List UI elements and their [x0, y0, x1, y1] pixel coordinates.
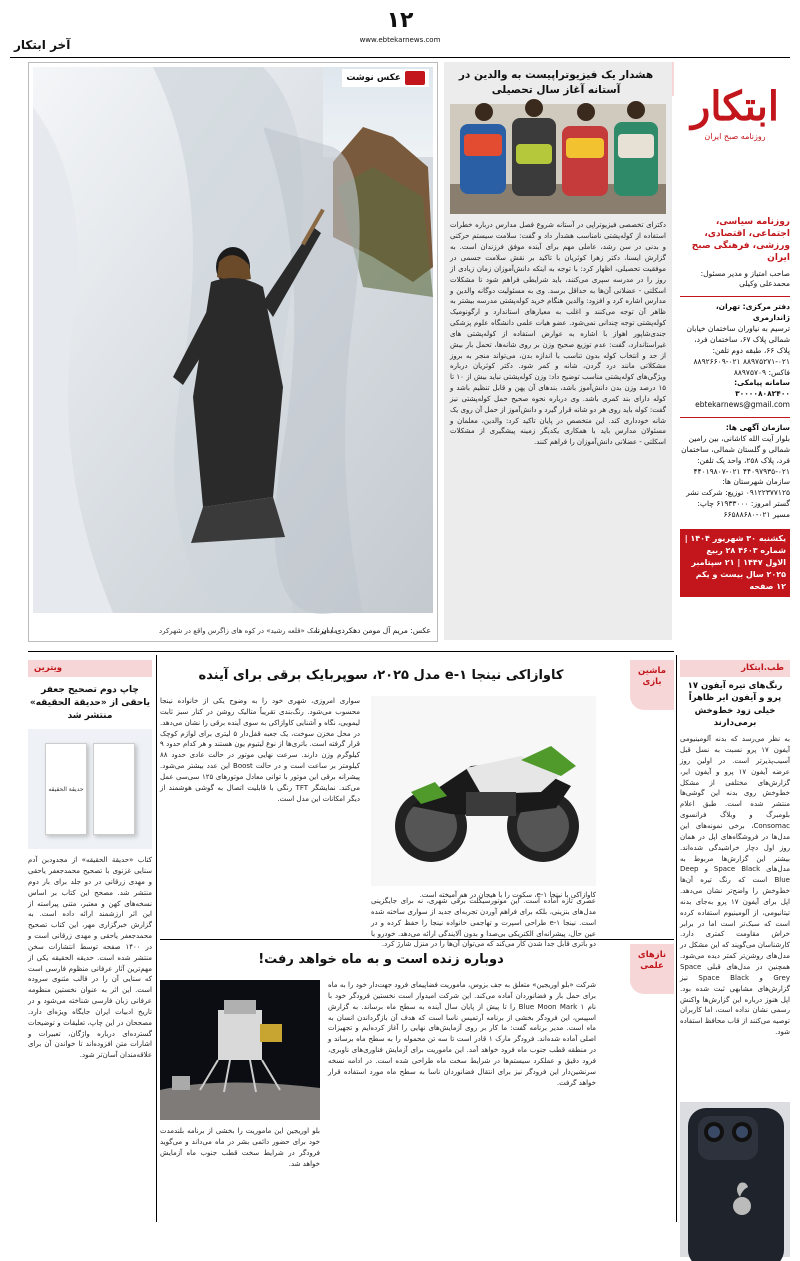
iphone-image	[680, 1102, 790, 1257]
office-block	[680, 296, 790, 411]
iphone-article	[680, 680, 790, 1220]
motorcycle-image	[371, 696, 596, 886]
newspaper-logo: ابتکار	[691, 83, 779, 130]
moto-caption: کاوازاکی با نینجا e-۱، سکوت را با هیجان در هم آمیخته است.	[419, 891, 596, 899]
moto-body-right: عصری تازه آماده است. این موتورسیکلت برقی شهری، نه برای جایگزینی مدل‌های بنزینی، بلکه برای فراهم آوردن تجربه‌ای جدید از سواری ساخته شده است. نینجا e-۱ طراحی اسپرت و تهاجمی خانواده نینجا را حفظ کرده و در عین حال، پیشرانه‌ای الکتریکی بی‌صدا و بدون آلایندگی ارائه می‌دهد. خودرو با دو باتری قابل جدا شدن کار می‌کند که می‌توان آن‌ها را در منزل شارژ کرد.	[371, 897, 597, 949]
photo-label: عکس نوشت	[342, 69, 429, 87]
publisher-label: صاحب امتیاز و مدیر مسئول:	[700, 268, 790, 278]
lunar-lander-image	[160, 980, 320, 1120]
site-url[interactable]: www.ebtekarnews.com	[359, 36, 441, 44]
email-address[interactable]: ebtekarnews@gmail.com	[695, 400, 790, 410]
photo-credit: عکس: مریم آل مومن دهکردی / ایرنا	[315, 626, 431, 635]
students-backpack-image	[450, 104, 666, 214]
issue-date: یکشنبه ۳۰ شهریور ۱۴۰۴ | شماره ۴۶۰۳ ۲۸ ربیع الاول ۱۴۴۷ | ۲۱ سپتامبر ۲۰۲۵ سال بیست و یکم ۱۲ صفحه	[680, 529, 790, 597]
ads-address: بلوار آیت الله کاشانی، بین رامین شمالی و گلستان شمالی، ساختمان فرد، پلاک ۲۵۸، واحد یک تلفن: ۰۲۱-۴۴۰۹۷۹۳۵ ۰۲۱-۴۴۰۱۹۸۰۷ سازمان شهرستان ها: ۰۹۱۲۲۳۷۷۱۲۵ توزیع: شرکت نشر گستر امروز: ۶۱۹۳۳۰۰۰ چاپ: مسیر ۰۲۱-۶۶۵۸۸۶۸۰	[681, 433, 790, 520]
tag-car: ماشین بازی	[630, 660, 674, 710]
life-article	[444, 62, 672, 640]
iphone-article-body: به نظر می‌رسد که بدنه آلومینیومی آیفون ۱۷ پرو نسبت به نسل قبل آسیب‌پذیرتر است. در اولین روز عرضه آیفون ۱۷ پرو و آیفون ایر، گزارش‌های مختلفی از مشکل خط‌وخش روی بدنه این گوشی‌ها منتشر شده است. طبق اعلام بلومبرگ و وبلاگ فرانسوی Consomac، برخی نمونه‌های این مدل‌ها در فروشگاه‌های اپل در همان روز اول دچار خراشیدگی شده‌اند. بیشتر این گزارش‌ها مربوط به مدل‌های Space Black و Deep Blue است که رنگ تیره آن‌ها خط‌وخش را واضح‌تر نشان می‌دهد. اپل برای آیفون ۱۷ پرو به‌جای بدنه تیتانیومی، از آلومینیوم استفاده کرده است که سبک‌تر است اما در برابر خراش مقاومت کمتری دارد. کارشناسان می‌گویند که این مشکل در مدل‌های روشن‌تر کمتر دیده می‌شود. همچنین در مدل‌های قبلی Space Grey و Space Black نیز گزارش‌های مشابهی ثبت شده بود. اپل هنوز درباره این گزارش‌ها واکنش رسمی نشان نداده است، اما کاربران توصیه می‌کنند از قاب محافظ استفاده شود.	[680, 735, 790, 1037]
publisher-name: محمدعلی وکیلی	[739, 279, 790, 289]
iphone-article-title: رنگ‌های تیره آیفون ۱۷ پرو و آیفون ایر ظاهراً خیلی زود خط‌وخش برمی‌دارند	[687, 681, 783, 728]
tag-tech: طب.ابتکار	[680, 660, 790, 677]
photo-feature	[28, 62, 438, 642]
sms-number: سامانه پیامکی: ۳۰۰۰۰۸۰۸۲۴۰۰	[734, 378, 790, 399]
ads-title: سازمان آگهی ها:	[725, 423, 790, 433]
publisher-info	[680, 269, 790, 291]
moto-body-left: سواری امروزی، شهری خود را به وضوح یکی از خانواده نینجا محسوب می‌شود. رنگ‌بندی تقریباً متالیک روشن در کنار سبز ثابت لیمویی، نگاه و آشنایی کاوازاکی به سوی آینده برقی را نشان می‌دهد. در محل مخزن سوخت، یک جعبه قفل‌دار ۵ لیتری برای لوازم کوچک قرار گرفته است. باتری‌ها از نوع لیتیوم یون هستند و هر کدام حدود ۹ کیلوگرم وزن دارند. سرعت نهایی موتور در حالت عادی حدود ۸۸ کیلومتر بر ساعت است و در حالت Boost این عدد بیشتر می‌شود. پیشرانه برقی این موتور با توانی معادل موتورهای ۱۲۵ سی‌سی عمل می‌کند. نمایشگر TFT رنگی با قابلیت اتصال به گوشی هوشمند از دیگر امکانات این مدل است.	[160, 697, 361, 803]
space-article	[160, 946, 642, 1222]
horizontal-divider-2	[160, 939, 674, 940]
vertical-divider	[156, 655, 157, 1222]
moto-visual	[371, 696, 596, 926]
newspaper-description: روزنامه سیاسی، اجتماعی، اقتصادی، ورزشی، فرهنگی صبح ایران	[691, 217, 790, 264]
office-title: دفتر مرکزی: تهران، ژاندارمری	[715, 302, 790, 323]
life-article-title: هشدار یک فیزیوتراپیست به والدین در آستانه آغاز سال تحصیلی	[458, 69, 654, 97]
ads-block	[680, 417, 790, 521]
moto-article	[160, 662, 642, 949]
tag-showcase: ویترین	[28, 660, 152, 677]
top-bar	[10, 8, 790, 58]
book-article-body: کتاب «حدیقة الحقیقه» از مجدودبن آدم سنایی غزنوی با تصحیح محمدجعفر یاحقی و مهدی زرقانی در دو جلد برای بار دوم منتشر شد. مصحح این کتاب بر اساس نسخه‌های کهن و معتبر، متنی پیراسته از این اثر ارزشمند ارائه داده است. به گزارش خبرگزاری مهر، این کتاب تصحیح محمدجعفر یاحقی و مهدی زرقانی است و در ۱۴۰۰ صفحه توسط انتشارات سخن منتشر شده است. حدیقه الحقیقه یکی از مهم‌ترین آثار عرفانی منظوم فارسی است که سنایی آن را در قالب مثنوی سروده است. این اثر به عنوان نخستین منظومه عرفانی زبان فارسی شناخته می‌شود و در تاریخ ادبیات ایران جایگاه ویژه‌ای دارد. مصححان در این چاپ، تعلیقات و توضیحات گسترده‌ای درباره واژگان، تعبیرات و اشارات متن افزوده‌اند تا خواندن آن برای علاقه‌مندان آسان‌تر شود.	[28, 856, 152, 1060]
moto-article-title: کاوازاکی نینجا e-۱ مدل ۲۰۲۵، سوپربایک برقی برای آینده	[198, 668, 564, 683]
space-article-title: دوباره زنده است و به ماه خواهد رفت!	[258, 952, 504, 967]
space-article-body: شرکت «بلو اوریجین» متعلق به جف بزوس، ماموریت فضاپیمای فرود جهت‌دار خود را به ماه برای حمل بار و فضانوردان آماده می‌کند. این شرکت امیدوار است نخستین فرودگر خود با نام Blue Moon Mark ۱ را تا پیش از پایان سال آینده به سطح ماه برساند. به گزارش اسپیس، این فرودگر بخشی از برنامه آرتمیس ناسا است که هدف آن بازگرداندن انسان به ماه است. مدیر برنامه گفت: ما کار بر روی آزمایش‌های نهایی را آغاز کرده‌ایم و تجهیزات اصلی آماده شده‌اند. فرودگر مارک ۱ قادر است تا سه تن محموله را به سطح ماه برساند و در منطقه قطب جنوب ماه فرود خواهد آمد. این ماموریت برای آزمایش فناوری‌های ناوبری، فرود دقیق و عملکرد سیستم‌ها در شرایط سخت ماه طراحی شده است. در ادامه نسخه سرنشین‌دار این فرودگر نیز برای انتقال فضانوردان ناسا به سطح ماه مورد استفاده قرار خواهد گرفت.	[328, 981, 597, 1087]
book-cover-image	[28, 729, 152, 849]
logo-box	[680, 62, 790, 162]
office-address: ترسیم به نیاوران ساختمان خیابان شمالی پلاک ۶۷، ساختمان فرد، پلاک ۶۶، طبقه دوم تلفن: ۰۲۱-۸۸۹۷۵۲۷۱ ۰۲۱-۸۸۹۲۶۶۰۹ فاکس: ۸۸۹۷۵۷۰۹	[686, 324, 790, 377]
book-article-title: چاپ دوم تصحیح جعفر یاحقی از «حدیقة الحقیقه» منتشر شد	[29, 685, 151, 722]
section-title: آخر ابتکار	[14, 38, 71, 52]
photo-caption: معدن نمک «قلعه رشید» در کوه های زاگرس واقع در شهرکرد	[159, 627, 338, 635]
logo-subtitle: روزنامه صبح ایران	[704, 132, 766, 141]
page-number: ۱۲	[386, 8, 414, 33]
masthead	[680, 62, 790, 597]
salt-mine-photo	[33, 67, 433, 613]
camera-icon	[405, 71, 425, 85]
space-article-continued: بلو اوریجین این ماموریت را بخشی از برنامه بلندمدت خود برای حضور دائمی بشر در ماه می‌داند و می‌گوید فرودگر در شرایط سخت قطب جنوب ماه آزمایش خواهد شد.	[160, 1127, 320, 1168]
book-cover-title: حدیقة الحقیقه	[48, 785, 84, 793]
horizontal-divider	[28, 651, 674, 652]
book-article	[28, 680, 152, 1220]
vertical-divider-2	[676, 655, 677, 1222]
tag-science: نازهای علمی	[630, 944, 674, 994]
life-article-body: دکترای تخصصی فیزیوتراپی در آستانه شروع فصل مدارس درباره خطرات استفاده از کوله‌پشتی نامناسب هشدار داد و گفت: سلامت سیستم حرکتی و بدنی در سن رشد، عاملی مهم برای آینده موفق فرزندان است. به گزارش ایسنا، دکتر زهرا کوثریان با تاکید بر نقش سلامت جسمی در موفقیت تحصیلی، اظهار کرد: با توجه به اینکه دانش‌آموزان زمان زیادی از روز را در مدرسه سپری می‌کنند، باید شرایطی فراهم شود تا مشکلات اسکلتی - عضلانی آن‌ها به حداقل برسد. وی به مسئولیت دوگانه والدین و مدارس اشاره کرد و افزود: والدین هنگام خرید کوله‌پشتی مدرسه بیشتر به ظاهر آن توجه می‌کنند و اغلب به معیارهای استاندارد و ارگونومیک کوله‌پشتی توجه چندانی نمی‌شود. عضو هیات علمی دانشگاه علوم پزشکی جندی‌شاپور اهواز با اشاره به عوارض استفاده از کوله‌پشتی های غیراستاندارد، گفت: عدم توزیع صحیح وزن بر روی شانه‌ها، تحمل بار بیش از حد و انتخاب کوله بدون تناسب با اندازه بدن، می‌تواند منجر به بروز مشکلاتی مانند درد گردن، شانه و کمر شود. دکتر کوثریان درباره ویژگی‌های کوله‌پشتی مناسب توضیح داد: وزن کوله‌پشتی نباید بیش از ۱۰ تا ۱۵ درصد وزن بدن دانش‌آموز باشد، بندهای آن پهن و قابل تنظیم باشد و کوله دارای بند کمری باشد. وی درباره نحوه صحیح حمل کوله‌پشتی نیز گفت: کوله باید روی هر دو شانه قرار گیرد و دانش‌آموز از حمل آن روی یک شانه خودداری کند. این متخصص در پایان تاکید کرد: والدین، معلمان و مسئولان مدارس باید با همکاری یکدیگر زمینه پیشگیری از مشکلات اسکلتی - عضلانی دانش‌آموزان را فراهم کنند.	[450, 221, 666, 447]
